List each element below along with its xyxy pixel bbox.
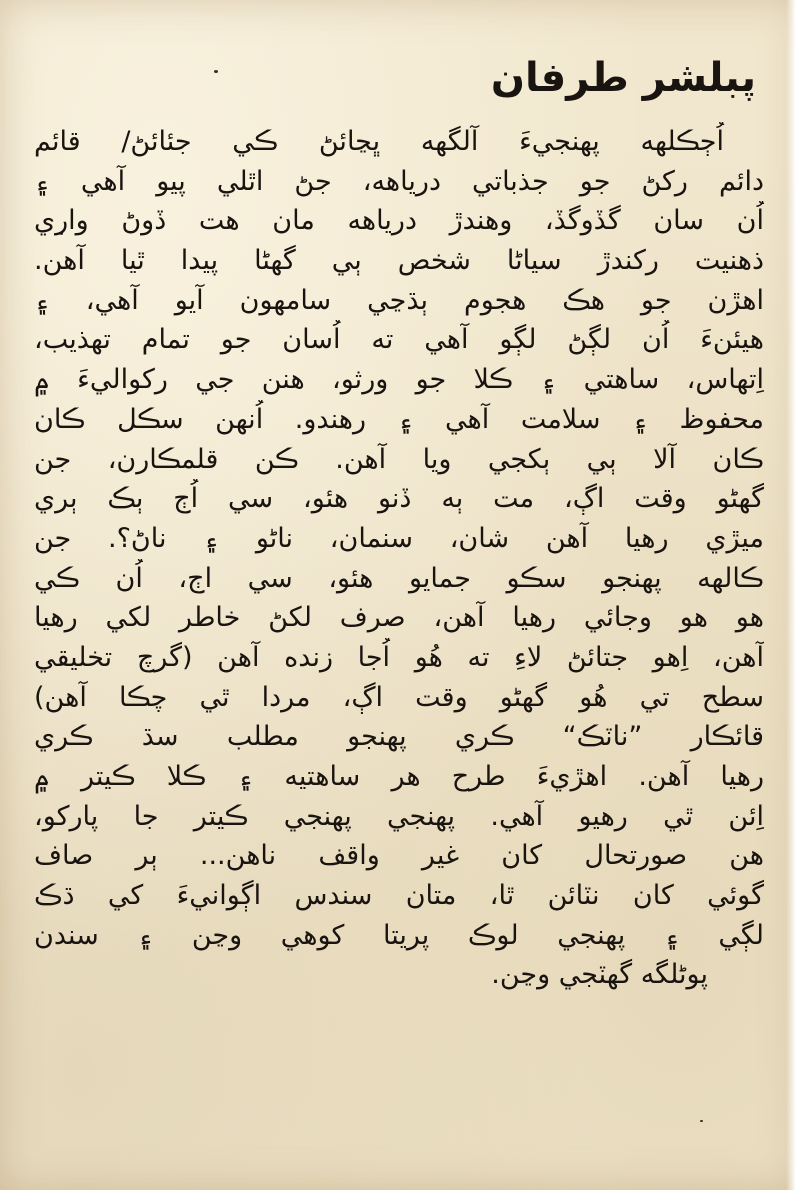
page-title: پبلشر طرفان (490, 55, 756, 101)
text-line: هو هو وجائي رهيا آهن، صرف لکڻ خاطر لکي رهيا (34, 602, 764, 634)
text-line: سطح تي هُو گهڻو وقت اڳ، مردا ٿي چڪا آهن) (34, 681, 764, 713)
text-line: هن صورتحال کان غير واقف ناهن... ٻر صاف (34, 840, 764, 872)
text-line: اُن سان گڏوگڏ، وهندڙ درياهه مان هت ڏوڻ واري (34, 205, 764, 237)
text-line: ڪان آلا ٻي ٻکجي ويا آهن. ڪن قلمڪارن، جن (34, 443, 764, 475)
text-line: دائم رکڻ جو جذباتي درياهه، جڻ اٿلي پيو آهي ۽ (34, 165, 764, 197)
article (34, 48, 764, 995)
text-line: رهيا آهن. اهڙيءَ طرح هر ساهتيه ۽ ڪلا ڪيتر ۾ (34, 761, 764, 792)
text-line: ڪالهه پهنجو سڪو جمايو هئو، سي اڄ، اُن ڪي (34, 562, 764, 594)
text-line: گهڻو وقت اڳ، مت ٻه ڏنو هئو، سي اُڄ ٻڪ ٻري (34, 483, 764, 515)
text-line: ميڙي رهيا آهن شان، سنمان، ناڻو ۽ ناڻ؟. جن (34, 522, 764, 554)
text-line: قائڪار ”ناٽڪ“ ڪري پهنجو مطلب سڌ ڪري (34, 721, 764, 753)
ink-speck (700, 1120, 703, 1122)
text-line: پوڻلگه گهٽجي وڃن. (491, 959, 708, 991)
text-line: هيئنءَ اُن لڳڻ لڳو آهي ته اُسان جو تمام تهذيب، (34, 324, 764, 356)
text-line: لڳي ۽ پهنجي لوڪ پريتا کوهي وڃن ۽ سندن (34, 919, 764, 951)
text-line: گوئي کان نٽائن ٿا، متان سندس اڳوانيءَ کي ڌڪ (34, 880, 764, 912)
text-line: اِتهاس، ساهتي ۽ ڪلا جو ورثو، هنن جي رکواليءَ ۾ (34, 364, 764, 396)
text-line: اِئن ٿي رهيو آهي. پهنجي پهنجي ڪيتر جا پارکو، (34, 800, 764, 832)
text-line: اُڄڪلهه پهنجيءَ آلگهه ڀڃائڻ ڪي جئائڻ/ قائم (34, 126, 724, 157)
page-edge (786, 0, 800, 1190)
text-line: آهن، اِهو جتائڻ لاءِ ته هُو اُجا زنده آهن (گرچ تخليقي (34, 641, 764, 673)
text-line: محفوظ ۽ سلامت آهي ۽ رهندو. اُنهن سڪل ڪان (34, 403, 764, 435)
article-body (34, 122, 764, 995)
text-line: اهڙن جو هڪ هجوم ٻڌڃي سامهون آيو آهي، ۽ (34, 284, 764, 316)
text-line: ذهنيت رکندڙ سياڻا شخص ٻي گهڻا پيدا ٿيا آهن. (34, 245, 764, 277)
